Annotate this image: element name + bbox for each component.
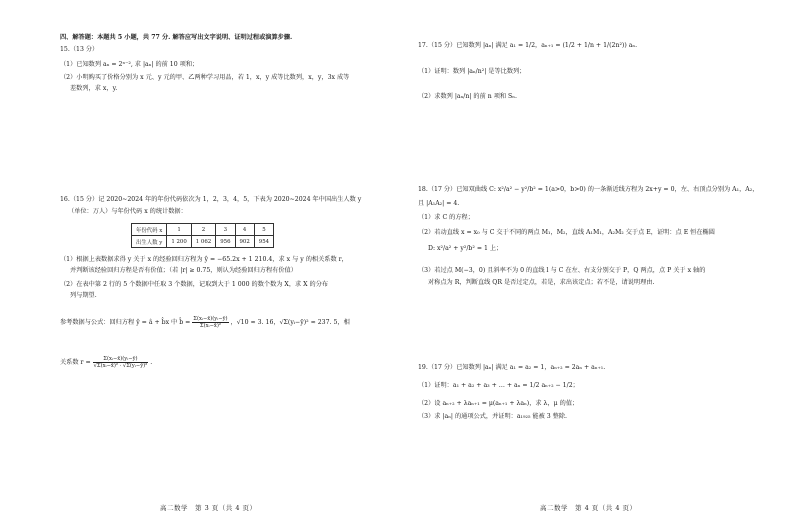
- q18-intro-line1: 18.（17 分）已知双曲线 C: x²/a² − y²/b² = 1(a>0，b>0) 的一条渐近线方程为 2x+y = 0，左、右顶点分别为 A₁，A₂，: [418, 186, 759, 193]
- q17-part2: （2）求数列 |aₙ/n| 的前 n 项和 Sₙ.: [418, 93, 517, 100]
- slope-numerator: Σ(xᵢ−x̄)(yᵢ−ȳ): [193, 316, 228, 322]
- table-cell: 2: [191, 224, 215, 236]
- q16-intro-line1: 16.（15 分）记 2020~2024 年的年份代码依次为 1，2，3，4，5，下表为 2020~2024 年中国出生人数 y: [60, 196, 362, 203]
- table-cell: 954: [254, 236, 273, 248]
- q16-intro-line2: （单位：万人）与年份代码 x 的统计数据：: [68, 208, 187, 215]
- q16-data-table: [131, 223, 274, 248]
- table-cell: 3: [216, 224, 235, 236]
- table-cell: 5: [254, 224, 273, 236]
- q15-part1: （1）已知数列 aₙ = 2ⁿ⁻², 求 |aₙ| 的前 10 项和；: [60, 61, 199, 68]
- q19-part2: （2）设 aₙ₊₂ + λaₙ₊₁ = μ(aₙ₊₁ + λaₙ)，求 λ，μ 的值；: [418, 400, 579, 407]
- table-row: [132, 224, 274, 236]
- r-lead: 关系数 r =: [60, 359, 91, 366]
- table-cell: 1 062: [191, 236, 215, 248]
- table-cell: 出生人数 y: [132, 236, 167, 248]
- q15-part2-line1: （2）小明购买了价格分别为 x 元、y 元的甲、乙两种学习用品，若 1，x，y 成等比数列，x，y，3x 成等: [60, 74, 350, 81]
- q18-part1: （1）求 C 的方程；: [418, 214, 474, 221]
- q15-title: 15.（13 分）: [60, 46, 99, 53]
- table-row: [132, 236, 274, 248]
- formula-tail: ，√10 ≈ 3. 16，√Σ(yᵢ−ȳ)² ≈ 237. 5，相: [230, 319, 350, 326]
- table-cell: 1 200: [167, 236, 191, 248]
- r-denominator: √Σ(xᵢ−x̄)² · √Σ(yᵢ−ȳ)²: [93, 363, 148, 369]
- q18-part3-line1: （3）若过点 M(−3，0) 且斜率不为 0 的直线 l 与 C 在左、右支分别交于 P，Q 两点，点 P 关于 x 轴的: [418, 267, 706, 274]
- table-cell: 902: [235, 236, 254, 248]
- r-numerator: Σ(xᵢ−x̄)(yᵢ−ȳ): [93, 356, 149, 363]
- q19-title: 19.（17 分）已知数列 |aₙ| 满足 a₁ = a₂ = 1，aₙ₊₂ = 2aₙ + aₙ₊₁.: [418, 364, 606, 371]
- q16-reference-formula: [60, 316, 350, 330]
- table-cell: 1: [167, 224, 191, 236]
- q15-part2-line2: 差数列，求 x，y.: [70, 85, 118, 92]
- table-cell: 年份代码 x: [132, 224, 167, 236]
- q16-part2-line1: （2）在表中第 2 行的 5 个数据中任取 3 个数据，记取到大于 1 000 的数个数为 X，求 X 的分布: [60, 281, 329, 288]
- page-footer-left: 高二数学 第 3 页（共 4 页）: [160, 504, 257, 512]
- q19-part1: （1）证明：a₁ + a₂ + a₃ + … + aₙ = 1/2 aₙ₊₂ − 1/2；: [418, 382, 579, 389]
- r-tail: .: [150, 359, 153, 366]
- q18-part2-line1: （2）若动直线 x = x₀ 与 C 交于不同的两点 M₁，M₂，直线 A₁M₁，A₂M₂ 交于点 E，证明：点 E 恒在椭圆: [418, 229, 715, 236]
- slope-denominator: Σ(xᵢ−x̄)²: [199, 323, 221, 329]
- q18-part3-line2: 对称点为 R，判断直线 QR 是否过定点，若是，求出该定点；若不是，请说明理由.: [428, 279, 655, 286]
- q19-part3: （3）求 |aₙ| 的通项公式，并证明：a₁₉₂₅ 能被 3 整除.: [418, 413, 568, 420]
- q17-part1: （1）证明：数列 |aₙ/n²| 是等比数列；: [418, 68, 526, 75]
- r-fraction: [93, 356, 149, 369]
- q17-title: 17.（15 分）已知数列 |aₙ| 满足 a₁ = 1/2，aₙ₊₁ = (1/2 + 1/n + 1/(2n²)) aₙ.: [418, 42, 638, 49]
- q16-part1-line1: （1）根据上表数据求得 y 关于 x 的经验回归方程为 ŷ = −65.2x + 1 210.4，求 x 与 y 的相关系数 r，: [60, 256, 348, 263]
- q18-intro-line2: 且 |A₁A₂| = 4.: [418, 200, 460, 207]
- formula-lead: 参考数据与公式：回归方程 ŷ = â + b̂x 中 b̂ =: [60, 319, 191, 326]
- page-footer-right: 高二数学 第 4 页（共 4 页）: [540, 504, 637, 512]
- q16-part2-line2: 列与期望.: [70, 292, 97, 299]
- q16-part1-line2: 并判断该经验回归方程是否有价值；（若 |r| ≥ 0.75，则认为经验回归方程有价值）: [70, 267, 297, 274]
- page-right: [400, 0, 800, 531]
- table-cell: 956: [216, 236, 235, 248]
- section-header: 四、解答题：本题共 5 小题，共 77 分. 解答应写出文字说明、证明过程或演算步骤.: [60, 34, 293, 41]
- table-cell: 4: [235, 224, 254, 236]
- slope-fraction: [192, 316, 228, 329]
- q16-correlation-formula: [60, 356, 152, 370]
- q18-part2-line2: D: x²/a² + y²/b² = 1 上；: [428, 245, 503, 252]
